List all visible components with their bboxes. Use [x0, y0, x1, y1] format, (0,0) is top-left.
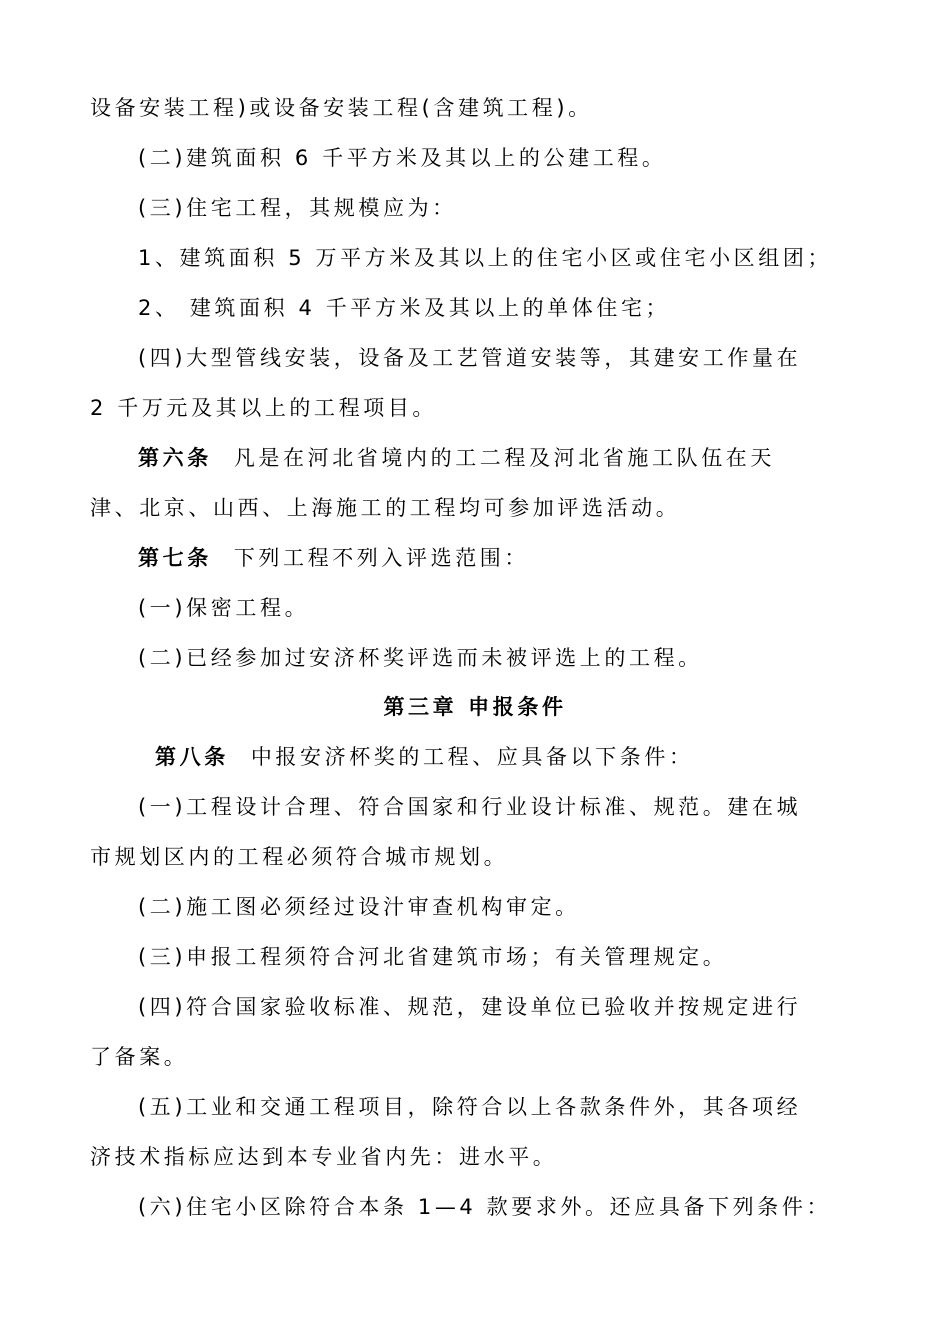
text-line: (三)申报工程须符合河北省建筑市场；有关管理规定。 [138, 945, 728, 969]
text-line: 了备案。 [90, 1045, 189, 1069]
text-line: 津、北京、山西、上海施工的工程均可参加评选活动。 [90, 496, 681, 520]
text-line: (二)施工图必须经过设汁审查机构审定。 [138, 895, 580, 919]
text-line: 设备安装工程)或设备安装工程(含建筑工程)。 [90, 96, 593, 120]
text-line: (六)住宅小区除符合本条 1—4 款要求外。还应具备下列条件： [138, 1195, 832, 1219]
text-line: 1、建筑面积 5 万平方米及其以上的住宅小区或住宅小区组团； [138, 246, 833, 270]
text-line: 市规划区内的工程必须符合城市规划。 [90, 845, 509, 869]
article-text: 中报安济杯奖的工程、应具备以下条件： [250, 745, 694, 769]
article-eight [155, 742, 935, 772]
text-line: (三)住宅工程，其规模应为： [138, 196, 457, 220]
text-line: 2 千万元及其以上的工程项目。 [90, 396, 438, 420]
text-line: (一)工程设计合理、符合国家和行业设计标准、规范。建在城 [138, 795, 802, 819]
text-line: 2、 建筑面积 4 千平方米及其以上的单体住宅； [138, 296, 671, 320]
text-line: (二)已经参加过安济杯奖评选而未被评选上的工程。 [138, 646, 703, 670]
chapter-heading: 第三章 申报条件 [383, 695, 567, 719]
article-text: 下列工程不列入评选范围： [233, 546, 530, 570]
article-label: 第六条 [138, 446, 212, 470]
article-text: 凡是在河北省境内的工二程及河北省施工队伍在天 [233, 446, 776, 470]
text-line: (一)保密工程。 [138, 596, 310, 620]
text-line: (五)工业和交通工程项目，除符合以上各款条件外，其各项经 [138, 1095, 802, 1119]
text-line: (四)符合国家验收标准、规范，建设单位已验收并按规定进行 [138, 995, 802, 1019]
text-line: (二)建筑面积 6 千平方米及其以上的公建工程。 [138, 146, 667, 170]
article-six [138, 443, 918, 473]
article-label: 第七条 [138, 546, 212, 570]
article-label: 第八条 [155, 745, 229, 769]
text-line: 济技术指标应达到本专业省内先：进水平。 [90, 1145, 558, 1169]
text-line: (四)大型管线安装，设备及工艺管道安装等，其建安工作量在 [138, 346, 802, 370]
article-seven [138, 543, 918, 573]
